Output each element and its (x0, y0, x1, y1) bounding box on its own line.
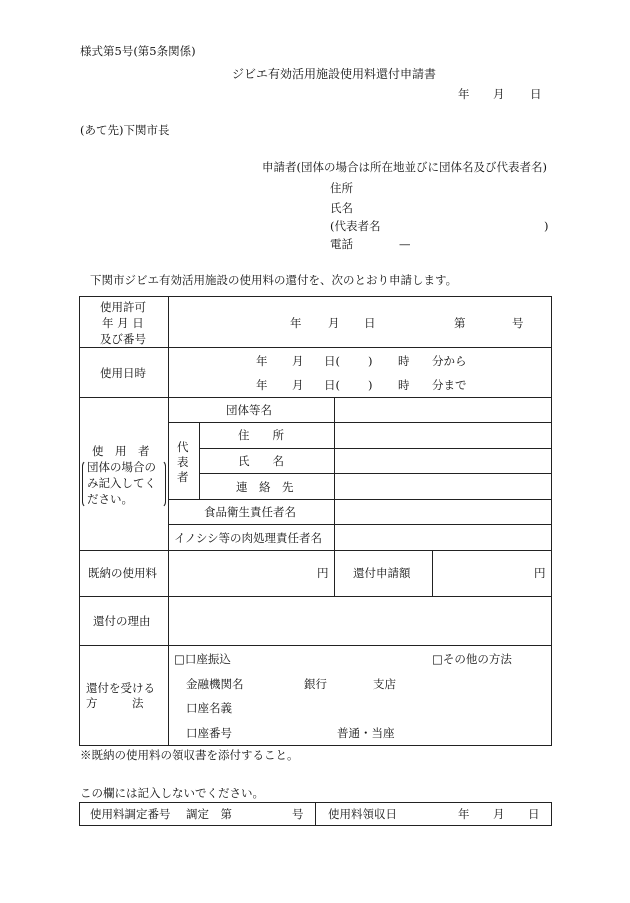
page-title: ジビエ有効活用施設使用料還付申請書 (232, 67, 437, 81)
intro-text: 下関市ジビエ有効活用施設の使用料の還付を、次のとおり申請します。 (90, 273, 458, 287)
to-hour: 時 (398, 378, 410, 392)
rep-name-label: 氏 名 (238, 454, 284, 468)
header-date-day: 日 (530, 87, 542, 101)
account-type-label: 普通・当座 (337, 726, 395, 740)
to-day: 日( (324, 378, 340, 392)
form-number: 様式第5号(第5条関係) (80, 44, 196, 58)
applicant-heading: 申請者(団体の場合は所在地並びに団体名及び代表者名) (262, 160, 547, 174)
rep-vertical-3: 者 (177, 470, 189, 484)
paid-fee-yen: 円 (317, 566, 329, 580)
chotei-label: 調定 第 (186, 807, 232, 821)
permit-day: 日 (364, 316, 376, 330)
from-weekday-close: ) (368, 354, 373, 368)
datetime-label: 使用日時 (100, 366, 146, 380)
to-year: 年 (256, 378, 268, 392)
row-line (199, 473, 551, 474)
from-hour: 時 (398, 354, 410, 368)
field-column-divider (334, 397, 335, 550)
account-holder-label: 口座名義 (186, 701, 232, 715)
other-method-option[interactable]: □その他の方法 (432, 652, 512, 666)
receipt-day: 日 (528, 807, 540, 821)
bank-label: 銀行 (304, 677, 327, 691)
to-weekday-close: ) (368, 378, 373, 392)
fee-divider (334, 550, 335, 596)
branch-label: 支店 (373, 677, 396, 691)
account-number-label: 口座番号 (186, 726, 232, 740)
office-instruction: この欄には記入しないでください。 (80, 786, 264, 800)
user-note-3: ださい。 (87, 492, 133, 506)
row-line (168, 422, 551, 423)
permit-go: 号 (512, 316, 524, 330)
applicant-name-label: 氏名 (330, 201, 353, 215)
paid-fee-label: 既納の使用料 (88, 566, 157, 580)
row-line (168, 499, 551, 500)
permit-label-3: 及び番号 (100, 332, 146, 346)
row-line (79, 397, 551, 398)
row-line (79, 347, 551, 348)
user-note-2: み記入してく (87, 476, 156, 490)
food-manager-label: 食品衛生責任者名 (204, 505, 296, 519)
fee-number-label: 使用料調定番号 (90, 807, 171, 821)
row-line (79, 596, 551, 597)
applicant-rep-close: ) (544, 219, 549, 233)
from-day: 日( (324, 354, 340, 368)
row-line (168, 524, 551, 525)
row-line (79, 645, 551, 646)
permit-no: 第 (454, 316, 466, 330)
rep-address-label: 住 所 (238, 428, 284, 442)
user-label: 使 用 者 (92, 444, 150, 458)
fee-divider (432, 550, 433, 596)
row-line (199, 448, 551, 449)
from-month: 月 (292, 354, 304, 368)
rep-column-divider (199, 422, 200, 499)
receipt-note: ※既納の使用料の領収書を添付すること。 (80, 748, 299, 762)
applicant-phone-dash: — (399, 237, 411, 251)
permit-month: 月 (328, 316, 340, 330)
group-name-label: 団体等名 (226, 403, 272, 417)
refund-amount-label: 還付申請額 (353, 566, 411, 580)
from-year: 年 (256, 354, 268, 368)
rep-vertical-2: 表 (177, 455, 189, 469)
header-date-month: 月 (493, 87, 505, 101)
refund-method-label-2: 方 法 (86, 696, 144, 710)
permit-label-1: 使用許可 (100, 300, 146, 314)
chotei-go: 号 (292, 807, 304, 821)
bank-transfer-option[interactable]: □口座振込 (174, 652, 231, 666)
receipt-year: 年 (458, 807, 470, 821)
row-line (79, 550, 551, 551)
applicant-phone-label: 電話 (330, 237, 353, 251)
permit-label-2: 年 月 日 (102, 316, 144, 330)
label-column-divider (168, 296, 169, 745)
rep-contact-label: 連 絡 先 (236, 480, 294, 494)
applicant-address-label: 住所 (330, 181, 353, 195)
rep-vertical-1: 代 (177, 440, 189, 454)
refund-amount-yen: 円 (534, 566, 546, 580)
meat-manager-label: イノシシ等の肉処理責任者名 (174, 531, 323, 545)
permit-year: 年 (290, 316, 302, 330)
refund-reason-label: 還付の理由 (93, 614, 151, 628)
receipt-month: 月 (493, 807, 505, 821)
bank-name-label: 金融機関名 (186, 677, 244, 691)
addressee: (あて先)下関市長 (80, 123, 170, 137)
to-minute: 分まで (432, 378, 467, 392)
from-minute: 分から (432, 354, 467, 368)
applicant-rep-open: (代表者名 (330, 219, 381, 233)
header-date-year: 年 (458, 87, 470, 101)
user-note-1: 団体の場合の (87, 460, 156, 474)
office-divider (315, 802, 316, 825)
to-month: 月 (292, 378, 304, 392)
receipt-date-label: 使用料領収日 (328, 807, 397, 821)
refund-method-label-1: 還付を受ける (86, 681, 155, 695)
